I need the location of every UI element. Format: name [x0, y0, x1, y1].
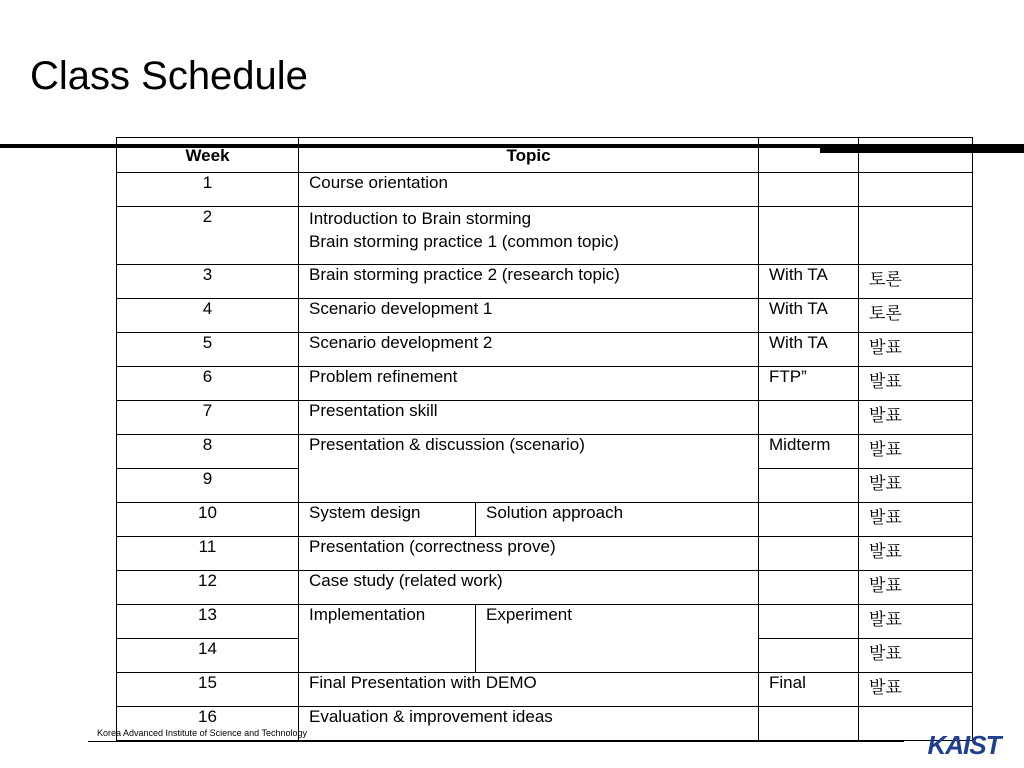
korean-cell	[859, 207, 973, 265]
note-cell	[759, 571, 859, 605]
table-header-row	[117, 138, 973, 173]
topic-cell: Scenario development 1	[299, 299, 759, 333]
topic-line: Introduction to Brain storming	[309, 209, 532, 228]
week-cell: 11	[117, 537, 299, 571]
topic-cell: Problem refinement	[299, 367, 759, 401]
table-row	[117, 503, 973, 537]
topic-cell: Scenario development 2	[299, 333, 759, 367]
kaist-logo-text: KAIST	[927, 730, 1001, 760]
topic-cell-b: Solution approach	[476, 503, 759, 537]
week-cell: 12	[117, 571, 299, 605]
korean-cell	[859, 173, 973, 207]
topic-cell: Evaluation & improvement ideas	[299, 707, 759, 741]
korean-cell: 발표	[859, 571, 973, 605]
note-cell: With TA	[759, 265, 859, 299]
note-cell: Final	[759, 673, 859, 707]
table-row	[117, 333, 973, 367]
korean-cell: 발표	[859, 639, 973, 673]
note-header	[759, 138, 859, 173]
week-cell: 2	[117, 207, 299, 265]
note-cell	[759, 605, 859, 639]
topic-header: Topic	[299, 138, 759, 173]
table-row	[117, 401, 973, 435]
korean-cell: 발표	[859, 537, 973, 571]
week-cell: 1	[117, 173, 299, 207]
week-cell: 10	[117, 503, 299, 537]
note-cell	[759, 469, 859, 503]
week-cell: 13	[117, 605, 299, 639]
topic-cell: Presentation (correctness prove)	[299, 537, 759, 571]
week-cell: 9	[117, 469, 299, 503]
table-row	[117, 207, 973, 265]
week-header: Week	[117, 138, 299, 173]
korean-cell: 발표	[859, 673, 973, 707]
korean-cell: 발표	[859, 333, 973, 367]
korean-cell: 토론	[859, 265, 973, 299]
table-row	[117, 571, 973, 605]
footer-institution: Korea Advanced Institute of Science and Technology	[97, 728, 307, 738]
korean-cell: 발표	[859, 401, 973, 435]
topic-cell	[299, 207, 759, 265]
topic-cell-b: Experiment	[476, 605, 759, 673]
note-cell	[759, 503, 859, 537]
note-cell	[759, 639, 859, 673]
korean-cell: 발표	[859, 503, 973, 537]
week-cell: 5	[117, 333, 299, 367]
week-cell: 16	[117, 707, 299, 741]
topic-cell-a: System design	[299, 503, 476, 537]
note-cell	[759, 401, 859, 435]
week-cell: 8	[117, 435, 299, 469]
topic-cell: Presentation skill	[299, 401, 759, 435]
korean-cell: 토론	[859, 299, 973, 333]
table-row	[117, 673, 973, 707]
week-cell: 4	[117, 299, 299, 333]
note-cell	[759, 707, 859, 741]
note-cell: Midterm	[759, 435, 859, 469]
table-row	[117, 605, 973, 639]
schedule-table	[116, 137, 973, 741]
note-cell	[759, 173, 859, 207]
table-row	[117, 435, 973, 469]
footer-divider	[88, 741, 904, 742]
table-row	[117, 299, 973, 333]
week-cell: 14	[117, 639, 299, 673]
note-cell: With TA	[759, 333, 859, 367]
topic-cell-a: Implementation	[299, 605, 476, 673]
week-cell: 3	[117, 265, 299, 299]
korean-cell: 발표	[859, 435, 973, 469]
table-row	[117, 265, 973, 299]
topic-cell: Brain storming practice 2 (research topic)	[299, 265, 759, 299]
table-row	[117, 173, 973, 207]
topic-line: Brain storming practice 1 (common topic)	[309, 232, 619, 251]
note-cell	[759, 207, 859, 265]
korean-cell: 발표	[859, 367, 973, 401]
week-cell: 15	[117, 673, 299, 707]
table-row	[117, 367, 973, 401]
topic-cell: Case study (related work)	[299, 571, 759, 605]
topic-cell: Presentation & discussion (scenario)	[299, 435, 759, 503]
korean-cell: 발표	[859, 605, 973, 639]
note-cell: FTP”	[759, 367, 859, 401]
table-row	[117, 537, 973, 571]
note-cell: With TA	[759, 299, 859, 333]
kaist-logo	[922, 728, 1006, 762]
page-title: Class Schedule	[30, 54, 308, 98]
week-cell: 6	[117, 367, 299, 401]
note-cell	[759, 537, 859, 571]
topic-cell: Course orientation	[299, 173, 759, 207]
topic-cell: Final Presentation with DEMO	[299, 673, 759, 707]
korean-cell: 발표	[859, 469, 973, 503]
title-divider-accent	[820, 145, 1024, 153]
week-cell: 7	[117, 401, 299, 435]
korean-header	[859, 138, 973, 173]
